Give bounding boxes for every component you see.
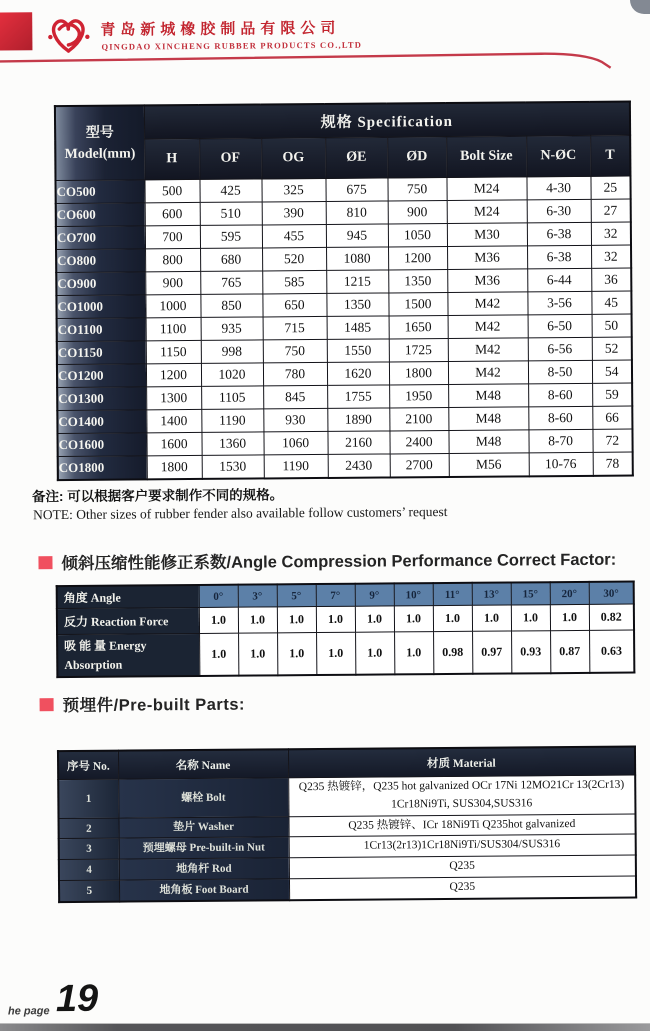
parts-section-heading [40, 691, 246, 717]
section-bullet-icon [40, 698, 54, 711]
part-name-cell: 地角板 Foot Board [119, 879, 289, 902]
spec-value-cell: 1300 [146, 386, 201, 409]
spec-value-cell: 2700 [390, 453, 449, 477]
angle-degree-cell: 9° [355, 583, 394, 606]
spec-value-cell: 2400 [389, 430, 448, 453]
spec-value-cell: 6-44 [527, 268, 591, 292]
spec-value-cell: 998 [201, 340, 263, 363]
spec-value-cell: 1190 [264, 454, 328, 478]
col-header-h: H [144, 138, 199, 179]
reaction-value-cell: 1.0 [472, 605, 511, 631]
spec-value-cell: 700 [145, 225, 200, 248]
spec-value-cell: 750 [387, 177, 446, 200]
energy-value-cell: 1.0 [199, 633, 238, 676]
energy-value-cell: 1.0 [394, 632, 433, 675]
spec-value-cell: 4-30 [526, 176, 590, 200]
spec-value-cell: 8-70 [528, 429, 592, 453]
spec-value-cell: 32 [591, 245, 631, 268]
spec-value-cell: M42 [448, 338, 528, 362]
angle-degree-cell: 15° [511, 582, 550, 605]
spec-value-cell: 680 [200, 248, 262, 271]
spec-value-cell: 6-38 [527, 222, 591, 246]
spec-value-cell: 59 [592, 383, 632, 406]
spec-value-cell: M24 [447, 200, 527, 224]
spec-value-cell: 595 [200, 225, 262, 248]
reaction-value-cell: 1.0 [316, 606, 355, 632]
spec-value-cell: 1600 [146, 432, 201, 455]
reaction-value-cell: 1.0 [394, 606, 433, 632]
spec-value-cell: 1550 [327, 339, 389, 362]
spec-value-cell: 27 [591, 199, 631, 222]
model-column-header [55, 105, 145, 180]
part-material-cell: Q235 热镀锌，Q235 hot galvanized OCr 17Ni 12MO21Cr 13(2Cr13) 1Cr18Ni9Ti, SUS304,SUS316 [288, 775, 635, 816]
spec-value-cell: 455 [262, 224, 326, 248]
page-label: he page [7, 1005, 50, 1018]
model-cell: CO1800 [58, 456, 147, 480]
spec-value-cell: 45 [591, 291, 631, 314]
spec-value-cell: 1100 [146, 317, 201, 340]
spec-value-cell: 1890 [327, 408, 389, 431]
spec-value-cell: 845 [263, 385, 327, 409]
spec-value-cell: 850 [200, 294, 262, 317]
spec-value-cell: 715 [263, 316, 327, 340]
header-red-block [0, 12, 32, 50]
reaction-value-cell: 1.0 [355, 606, 394, 632]
spec-value-cell: 1050 [388, 223, 447, 246]
spec-value-cell: 54 [592, 360, 632, 383]
angle-section-heading [38, 546, 616, 575]
model-cell: CO1400 [57, 410, 146, 434]
model-cell: CO800 [56, 249, 145, 273]
reaction-value-cell: 1.0 [199, 607, 238, 633]
energy-value-cell: 0.93 [511, 631, 550, 674]
spec-value-cell: 1020 [201, 363, 263, 386]
spec-value-cell: 1485 [327, 316, 389, 339]
spec-value-cell: 765 [200, 271, 262, 294]
angle-degree-cell: 10° [394, 583, 433, 606]
reaction-row-label: 反力 Reaction Force [57, 607, 199, 634]
angle-degree-cell: 7° [316, 584, 355, 607]
spec-value-cell: 500 [144, 179, 199, 202]
angle-section-title: 倾斜压缩性能修正系数/Angle Compression Performance Correct Factor: [61, 550, 617, 574]
parts-header-row [58, 747, 635, 780]
spec-group-header: 规格 Specification [144, 102, 630, 139]
spec-value-cell: 1650 [389, 315, 448, 338]
spec-value-cell: 675 [325, 178, 387, 201]
company-name-cn: 青岛新城橡胶制品有限公司 [100, 19, 341, 39]
spec-value-cell: 6-56 [528, 337, 592, 361]
spec-value-cell: 2100 [389, 407, 448, 430]
spec-value-cell: 935 [201, 317, 263, 340]
spec-value-cell: 6-38 [527, 245, 591, 269]
spec-value-cell: 1620 [327, 362, 389, 385]
spec-value-cell: M30 [447, 223, 527, 247]
spec-value-cell: M56 [449, 453, 529, 477]
model-header-cn: 型号 [85, 125, 114, 141]
angle-degree-cell: 13° [472, 583, 511, 606]
spec-value-cell: 1215 [326, 270, 388, 293]
col-header-noc: N-ØC [526, 135, 590, 177]
model-cell: CO1100 [57, 318, 146, 342]
energy-value-cell: 0.97 [472, 631, 511, 674]
angle-degree-cell: 30° [589, 582, 634, 605]
energy-value-cell: 0.98 [433, 631, 472, 674]
spec-value-cell: M42 [448, 361, 528, 385]
spec-value-cell: 2160 [327, 431, 389, 454]
spec-value-cell: 650 [262, 293, 326, 317]
part-name-cell: 地角杆 Rod [119, 858, 289, 880]
energy-value-cell: 1.0 [355, 632, 394, 675]
part-no-cell: 3 [59, 839, 119, 860]
part-no-cell: 1 [58, 779, 118, 818]
part-no-cell: 5 [59, 880, 119, 902]
spec-value-cell: 425 [199, 179, 261, 202]
spec-value-cell: 810 [326, 201, 388, 224]
part-no-cell: 2 [58, 818, 118, 839]
note-en: NOTE: Other sizes of rubber fender also available follow customers’ request [33, 503, 448, 523]
part-material-cell: 1Cr13(2r13)1Cr18Ni9Ti/SUS304/SUS316 [289, 834, 636, 858]
energy-value-cell: 1.0 [316, 632, 355, 675]
parts-table-body [58, 775, 636, 902]
spec-value-cell: M48 [448, 430, 528, 454]
spec-value-cell: 10-76 [529, 452, 593, 476]
spec-value-cell: 52 [592, 337, 632, 360]
spec-value-cell: M36 [447, 246, 527, 270]
spec-value-cell: M42 [447, 292, 527, 316]
spec-value-cell: 25 [590, 176, 630, 199]
energy-value-cell: 0.87 [550, 630, 589, 673]
spec-value-cell: 8-50 [528, 360, 592, 384]
spec-value-cell: 1000 [145, 294, 200, 317]
spec-value-cell: 390 [262, 201, 326, 225]
section-bullet-icon [38, 556, 52, 569]
spec-value-cell: 2430 [328, 454, 390, 478]
energy-value-cell: 0.63 [589, 630, 634, 673]
spec-value-cell: 1150 [146, 340, 201, 363]
spec-value-cell: 1950 [389, 384, 448, 407]
spec-value-cell: 1350 [326, 293, 388, 316]
spec-value-cell: 1500 [388, 292, 447, 315]
energy-row [57, 630, 634, 677]
spec-value-cell: 780 [263, 362, 327, 386]
energy-value-cell: 1.0 [238, 633, 277, 676]
spec-value-cell: 945 [326, 224, 388, 247]
angle-correction-table [56, 581, 636, 679]
part-material-cell: Q235 热镀锌、ICr 18Ni9Ti Q235hot galvanized [288, 814, 635, 838]
spec-value-cell: 1755 [327, 385, 389, 408]
part-material-cell: Q235 [289, 855, 636, 879]
parts-table-row [59, 876, 636, 902]
header-divider-line [0, 44, 637, 81]
model-cell: CO1300 [57, 387, 146, 411]
spec-value-cell: 66 [592, 406, 632, 429]
col-header-t: T [590, 135, 630, 176]
part-name-cell: 垫片 Washer [118, 816, 288, 838]
part-name-cell: 预埋螺母 Pre-built-in Nut [119, 837, 289, 859]
reaction-value-cell: 1.0 [277, 607, 316, 633]
angle-degree-cell: 20° [550, 582, 589, 605]
col-header-og: OG [261, 137, 325, 179]
col-header-od: ØD [387, 136, 446, 177]
spec-value-cell: 900 [388, 200, 447, 223]
reaction-value-cell: 1.0 [550, 604, 589, 630]
spec-value-cell: 1350 [388, 269, 447, 292]
spec-value-cell: 520 [262, 247, 326, 271]
spec-value-cell: 8-60 [528, 406, 592, 430]
spec-value-cell: 50 [592, 314, 632, 337]
model-cell: CO900 [56, 272, 145, 296]
spec-value-cell: 1725 [389, 338, 448, 361]
spec-value-cell: M42 [448, 315, 528, 339]
parts-section-title: 预埋件/Pre-built Parts: [62, 695, 246, 716]
spec-value-cell: 1060 [263, 431, 327, 455]
model-cell: CO1150 [57, 341, 146, 365]
spec-value-cell: 78 [593, 452, 633, 476]
spec-value-cell: 930 [263, 408, 327, 432]
angle-degree-cell: 0° [199, 585, 238, 608]
spec-value-cell: 1400 [146, 409, 201, 432]
energy-row-label: 吸 能 量 Energy Absorption [57, 633, 199, 677]
model-cell: CO1600 [57, 433, 146, 457]
spec-value-cell: 1800 [147, 455, 202, 479]
reaction-value-cell: 0.82 [589, 604, 634, 630]
bottom-scan-strip [0, 1023, 650, 1031]
spec-value-cell: 1080 [326, 247, 388, 270]
spec-value-cell: 1530 [202, 455, 264, 479]
spec-value-cell: 32 [591, 222, 631, 245]
spec-value-cell: 1200 [146, 363, 201, 386]
col-header-bolt-size: Bolt Size [446, 136, 526, 178]
spec-value-cell: M48 [448, 384, 528, 408]
spec-value-cell: 585 [262, 270, 326, 294]
spec-value-cell: 510 [200, 202, 262, 225]
parts-col-header-no: 序号 No. [58, 751, 118, 780]
model-cell: CO600 [56, 203, 145, 227]
spec-value-cell: 1190 [201, 409, 263, 432]
angle-degree-cell: 3° [238, 584, 277, 607]
parts-col-header-name: 名称 Name [118, 749, 288, 779]
spec-value-cell: M24 [446, 177, 526, 201]
model-cell: CO500 [55, 180, 144, 204]
spec-value-cell: 3-56 [527, 291, 591, 315]
part-material-cell: Q235 [289, 876, 636, 900]
part-no-cell: 4 [59, 859, 119, 880]
spec-value-cell: 600 [145, 202, 200, 225]
part-name-cell: 螺栓 Bolt [118, 778, 288, 818]
angle-degree-cell: 11° [433, 583, 472, 606]
spec-value-cell: 750 [263, 339, 327, 363]
specification-table [54, 101, 634, 482]
parts-col-header-material: 材质 Material [288, 747, 635, 778]
company-name-en: QINGDAO XINCHENG RUBBER PRODUCTS CO.,LTD [101, 39, 363, 52]
spec-value-cell: 8-60 [528, 383, 592, 407]
angle-degree-cell: 5° [277, 584, 316, 607]
spec-value-cell: 1360 [201, 432, 263, 455]
spec-table-body [55, 176, 632, 480]
prebuilt-parts-table [57, 746, 637, 903]
model-cell: CO1000 [56, 295, 145, 319]
model-cell: CO1200 [57, 364, 146, 388]
reaction-value-cell: 1.0 [511, 605, 550, 631]
spec-value-cell: 800 [145, 248, 200, 271]
model-cell: CO700 [56, 226, 145, 250]
angle-row-label: 角度 Angle [57, 585, 199, 609]
spec-value-cell: 72 [592, 429, 632, 452]
note-cn: 备注: 可以根据客户要求制作不同的规格。 [31, 487, 284, 505]
page-number: 19 [55, 977, 99, 1021]
spec-value-cell: 1105 [201, 386, 263, 409]
spec-value-cell: 36 [591, 268, 631, 291]
spec-value-cell: 1800 [389, 361, 448, 384]
spec-value-cell: 1200 [388, 246, 447, 269]
col-header-oe: ØE [325, 137, 387, 178]
spec-value-cell: 6-50 [528, 314, 592, 338]
spec-value-cell: 6-30 [527, 199, 591, 223]
reaction-value-cell: 1.0 [433, 605, 472, 631]
spec-table-row [58, 452, 633, 480]
spec-header-row-1 [55, 102, 630, 140]
spec-value-cell: M36 [447, 269, 527, 293]
energy-value-cell: 1.0 [277, 633, 316, 676]
spec-value-cell: 325 [261, 178, 325, 202]
parts-table-row [58, 775, 635, 818]
spec-value-cell: 900 [145, 271, 200, 294]
spec-value-cell: M48 [448, 407, 528, 431]
model-header-en: Model(mm) [64, 145, 136, 162]
col-header-of: OF [199, 138, 261, 179]
reaction-value-cell: 1.0 [238, 607, 277, 633]
